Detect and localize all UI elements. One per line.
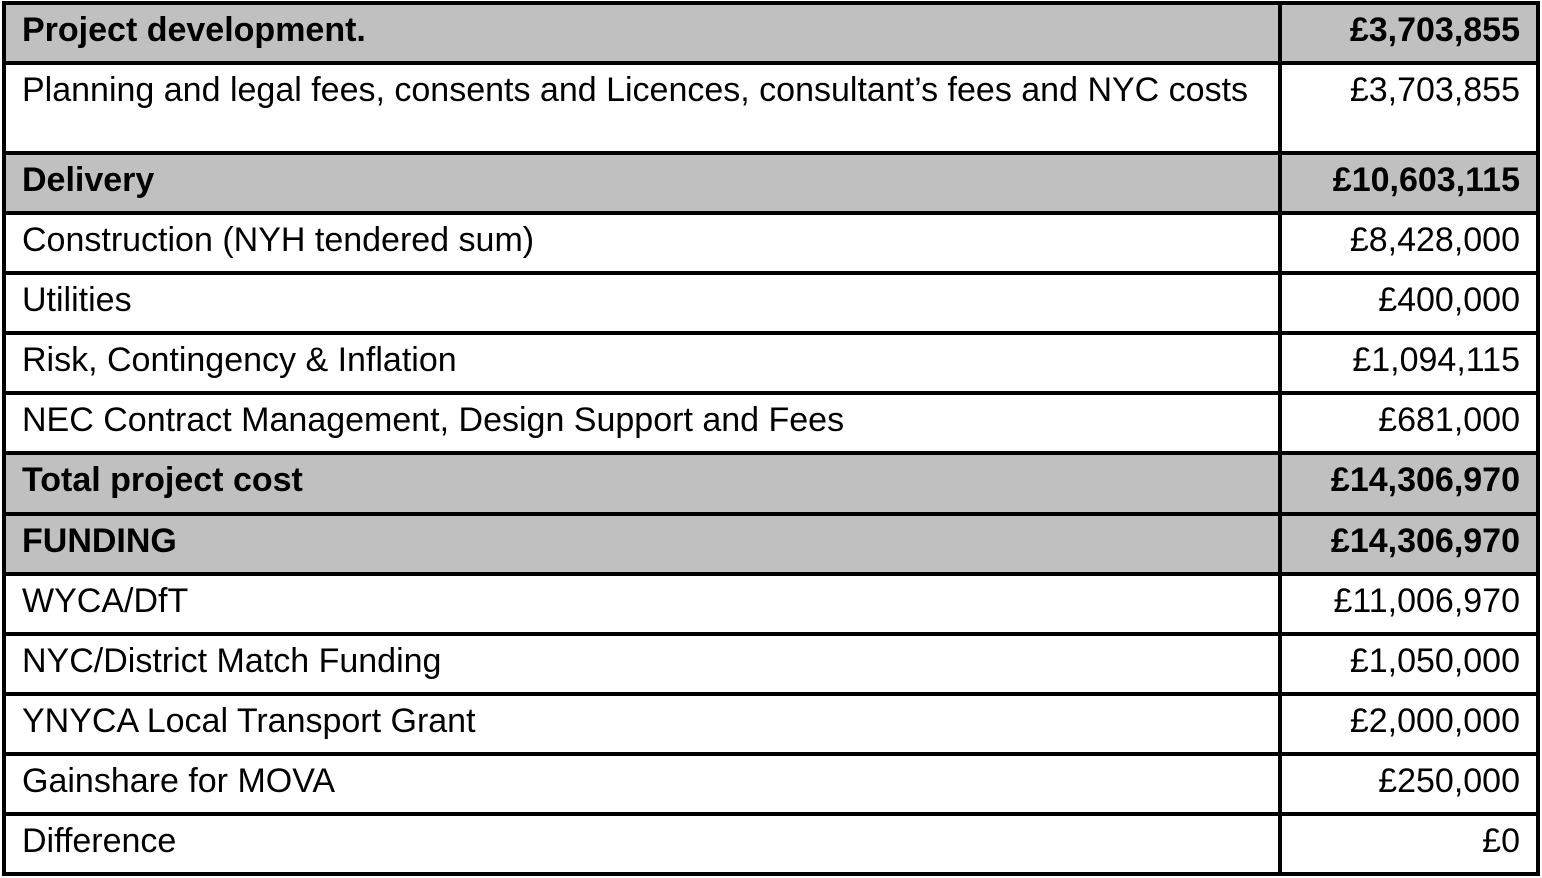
row-label: Difference <box>4 814 1280 874</box>
row-amount: £14,306,970 <box>1280 514 1538 574</box>
row-amount: £10,603,115 <box>1280 153 1538 213</box>
row-label: Construction (NYH tendered sum) <box>4 213 1280 273</box>
row-amount: £1,050,000 <box>1280 634 1538 694</box>
table-row-nec-contract <box>4 393 1538 453</box>
row-label: WYCA/DfT <box>4 574 1280 634</box>
row-amount: £3,703,855 <box>1280 3 1538 63</box>
row-amount: £250,000 <box>1280 754 1538 814</box>
row-label: Project development. <box>4 3 1280 63</box>
table-row-planning-fees <box>4 63 1538 153</box>
table-row-nyc-match-funding <box>4 634 1538 694</box>
row-amount: £14,306,970 <box>1280 453 1538 513</box>
row-label: Utilities <box>4 273 1280 333</box>
row-label: Total project cost <box>4 453 1280 513</box>
row-label: FUNDING <box>4 514 1280 574</box>
row-amount: £11,006,970 <box>1280 574 1538 634</box>
row-amount: £1,094,115 <box>1280 333 1538 393</box>
table-row-wyca-dft <box>4 574 1538 634</box>
row-amount: £681,000 <box>1280 393 1538 453</box>
table-row-total-project-cost <box>4 453 1538 513</box>
cost-funding-table <box>2 1 1540 876</box>
row-label: Delivery <box>4 153 1280 213</box>
row-amount: £2,000,000 <box>1280 694 1538 754</box>
row-label: Planning and legal fees, consents and Licences, consultant’s fees and NYC costs <box>4 63 1280 153</box>
table-row-construction <box>4 213 1538 273</box>
table-row-difference <box>4 814 1538 874</box>
row-label: Risk, Contingency & Inflation <box>4 333 1280 393</box>
table-row-delivery <box>4 153 1538 213</box>
row-label: NYC/District Match Funding <box>4 634 1280 694</box>
row-label: Gainshare for MOVA <box>4 754 1280 814</box>
row-label: YNYCA Local Transport Grant <box>4 694 1280 754</box>
row-label: NEC Contract Management, Design Support and Fees <box>4 393 1280 453</box>
table-row-risk-contingency <box>4 333 1538 393</box>
row-amount: £400,000 <box>1280 273 1538 333</box>
table-row-ynyca-grant <box>4 694 1538 754</box>
table-row-funding <box>4 514 1538 574</box>
row-amount: £0 <box>1280 814 1538 874</box>
table-row-utilities <box>4 273 1538 333</box>
table-row-project-development <box>4 3 1538 63</box>
row-amount: £3,703,855 <box>1280 63 1538 153</box>
row-amount: £8,428,000 <box>1280 213 1538 273</box>
table-row-gainshare-mova <box>4 754 1538 814</box>
